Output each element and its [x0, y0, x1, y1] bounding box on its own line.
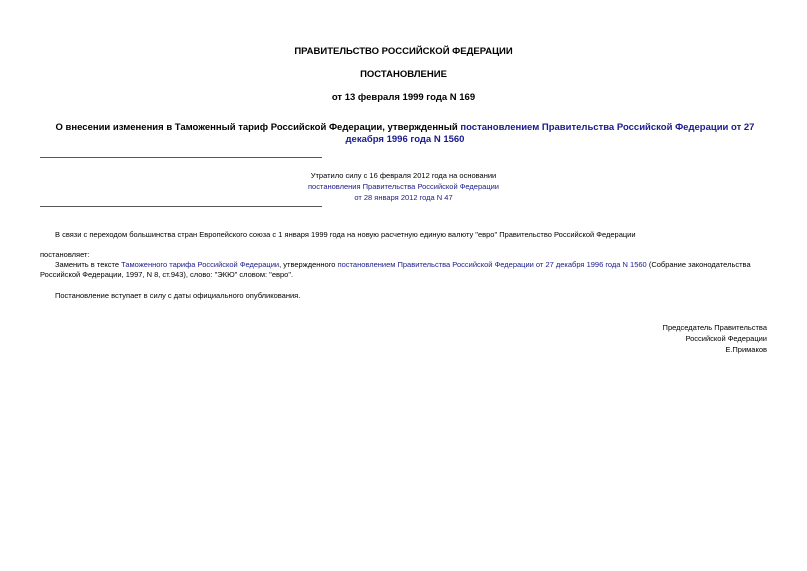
signatory-title-2: Российской Федерации [685, 334, 767, 343]
signatory-name: Е.Примаков [725, 345, 767, 354]
signatory-title: Председатель Правительства [662, 323, 767, 332]
resolution-1560-link[interactable]: постановлением Правительства Российской Федерации от 27 декабря 1996 года N 1560 [337, 260, 647, 269]
paragraph-effective: Постановление вступает в силу с даты официального опубликования. [55, 291, 301, 300]
lost-force-link[interactable]: постановления Правительства Российской Федерации [307, 182, 499, 191]
paragraph-amendment [40, 260, 770, 280]
lost-force-note [240, 170, 567, 203]
divider-bottom [40, 206, 322, 207]
document-type: ПОСТАНОВЛЕНИЕ [360, 69, 447, 80]
document-title [40, 122, 770, 146]
customs-tariff-link[interactable]: Таможенного тарифа Российской Федерации [121, 260, 280, 269]
lost-force-text: Утратило силу с 16 февраля 2012 года на основании [310, 171, 497, 180]
lost-force-link-date[interactable]: от 28 января 2012 года N 47 [354, 193, 453, 202]
document-date: от 13 февраля 1999 года N 169 [331, 92, 476, 103]
government-heading: ПРАВИТЕЛЬСТВО РОССИЙСКОЙ ФЕДЕРАЦИИ [294, 46, 513, 57]
title-link[interactable]: постановлением Правительства Российской Федерации от 27 декабря 1996 года N 1560 [345, 122, 755, 145]
amendment-text: Заменить в тексте [55, 260, 122, 269]
paragraph-preamble: В связи с переходом большинства стран Европейского союза с 1 января 1999 года на новую расчетную единую валюту "евро" Правительство Российской Федерации [55, 230, 636, 239]
signature-block [663, 322, 767, 355]
paragraph-resolves: постановляет: [40, 250, 90, 259]
amendment-text-3: (Собрание законодательства Российской Федерации, 1997, N 8, ст.943), слово: "ЭКЮ" словом: "евро". [40, 260, 751, 279]
amendment-text-2: , утвержденного [279, 260, 338, 269]
title-text: О внесении изменения в Таможенный тариф Российской Федерации, утвержденный [55, 122, 461, 133]
divider-top [40, 157, 322, 158]
